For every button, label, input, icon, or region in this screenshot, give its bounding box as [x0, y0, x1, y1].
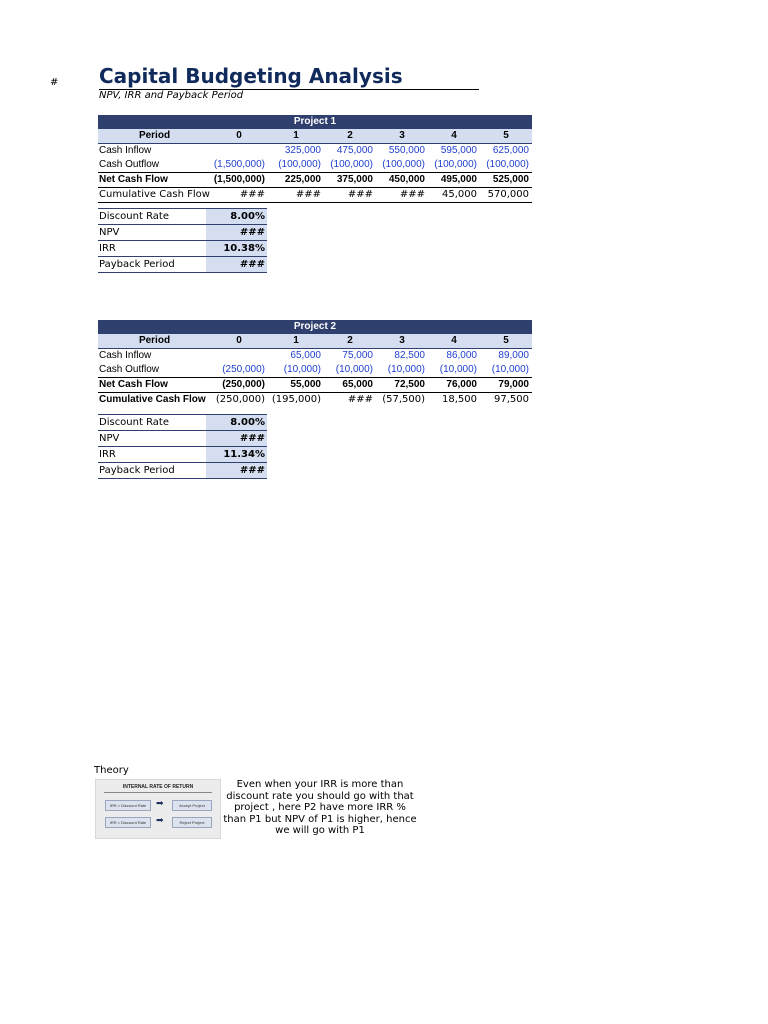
row-label: Cumulative Cash Flow — [99, 394, 206, 405]
metric-value[interactable]: 8.00% — [206, 415, 267, 430]
corner-mark: # — [50, 77, 59, 88]
period-3: 3 — [399, 130, 405, 141]
metric-label: IRR — [99, 449, 116, 460]
cell[interactable]: 325,000 — [284, 145, 321, 156]
row-label: Cumulative Cash Flow — [99, 189, 210, 200]
cell[interactable]: (250,000) — [222, 364, 265, 375]
cell[interactable]: 65,000 — [342, 379, 373, 390]
cell[interactable]: (1,500,000) — [213, 159, 265, 170]
period-5: 5 — [503, 130, 509, 141]
cell[interactable]: ### — [295, 189, 321, 200]
cell[interactable]: ### — [347, 189, 373, 200]
metric-value[interactable]: ### — [206, 257, 267, 272]
cell[interactable]: 450,000 — [388, 174, 425, 185]
cell[interactable]: 225,000 — [284, 174, 321, 185]
accept-project-box: Accept Project — [172, 800, 212, 811]
page-subtitle: NPV, IRR and Payback Period — [99, 90, 244, 101]
cell[interactable]: 595,000 — [440, 145, 477, 156]
cell[interactable]: 375,000 — [336, 174, 373, 185]
cell[interactable]: (10,000) — [439, 364, 477, 375]
period-3: 3 — [399, 335, 405, 346]
cell[interactable]: 55,000 — [290, 379, 321, 390]
period-2: 2 — [347, 335, 353, 346]
net-cash-flow-row — [98, 172, 532, 188]
cell[interactable]: (100,000) — [434, 159, 477, 170]
cell[interactable]: (1,500,000) — [213, 174, 265, 185]
metric-value[interactable]: 10.38% — [206, 241, 267, 256]
cash-inflow-row — [98, 144, 532, 158]
period-label: Period — [138, 130, 171, 141]
metric-label: NPV — [99, 433, 120, 444]
metric-value[interactable]: ### — [206, 463, 267, 478]
row-label: Cash Inflow — [99, 145, 152, 156]
cell[interactable]: 72,500 — [394, 379, 425, 390]
period-header-row — [98, 334, 532, 349]
cell[interactable]: (100,000) — [382, 159, 425, 170]
cell[interactable]: (195,000) — [271, 394, 321, 405]
cell[interactable]: ### — [399, 189, 425, 200]
cumulative-cash-flow-row — [98, 393, 532, 407]
arrow-right-icon: ➡ — [156, 816, 164, 826]
cell[interactable]: 550,000 — [388, 145, 425, 156]
cell[interactable]: (10,000) — [491, 364, 529, 375]
npv-row — [98, 225, 267, 241]
cash-outflow-row — [98, 363, 532, 377]
payback-period-row — [98, 257, 267, 273]
cell[interactable] — [210, 144, 268, 158]
cell[interactable]: 18,500 — [442, 394, 477, 405]
payback-period-row — [98, 463, 267, 479]
row-label: Cash Outflow — [99, 364, 160, 375]
metric-value[interactable]: 8.00% — [206, 209, 267, 224]
cash-outflow-row — [98, 158, 532, 172]
cell[interactable]: (250,000) — [222, 379, 265, 390]
theory-label: Theory — [94, 765, 129, 776]
metric-value[interactable]: ### — [206, 225, 267, 240]
cell[interactable]: 76,000 — [446, 379, 477, 390]
cell[interactable]: 495,000 — [440, 174, 477, 185]
period-4: 4 — [451, 130, 457, 141]
cell[interactable]: 525,000 — [492, 174, 529, 185]
cell[interactable]: 97,500 — [494, 394, 529, 405]
row-label: Net Cash Flow — [99, 174, 168, 185]
cell[interactable]: (100,000) — [486, 159, 529, 170]
row-label: Net Cash Flow — [99, 379, 168, 390]
cell[interactable]: 86,000 — [446, 350, 477, 361]
project-1-metrics — [98, 208, 267, 273]
metric-label: Payback Period — [99, 465, 175, 476]
row-label: Cash Outflow — [99, 159, 160, 170]
cell[interactable]: ### — [239, 189, 265, 200]
irr-less-box: IRR < Discount Rate — [105, 817, 151, 828]
cell[interactable]: 89,000 — [498, 350, 529, 361]
cell[interactable]: (100,000) — [330, 159, 373, 170]
theory-image-title: INTERNAL RATE OF RETURN — [122, 784, 194, 790]
cell[interactable]: (10,000) — [335, 364, 373, 375]
cell[interactable] — [210, 349, 268, 363]
cash-inflow-row — [98, 349, 532, 363]
cell[interactable]: 75,000 — [342, 350, 373, 361]
period-2: 2 — [347, 130, 353, 141]
project-2-table — [98, 320, 532, 407]
project-1-table — [98, 115, 532, 203]
reject-project-box: Reject Project — [172, 817, 212, 828]
cell[interactable]: (57,500) — [382, 394, 425, 405]
period-1: 1 — [293, 335, 299, 346]
irr-row — [98, 241, 267, 257]
metric-label: NPV — [99, 227, 120, 238]
cell[interactable]: (100,000) — [278, 159, 321, 170]
metric-label: Discount Rate — [99, 211, 170, 222]
npv-row — [98, 431, 267, 447]
cell[interactable]: (10,000) — [387, 364, 425, 375]
irr-greater-box: IRR > Discount Rate — [105, 800, 151, 811]
project-2-metrics — [98, 414, 267, 479]
period-header-row — [98, 129, 532, 144]
period-4: 4 — [451, 335, 457, 346]
page-title: Capital Budgeting Analysis — [99, 64, 479, 90]
period-0: 0 — [236, 130, 242, 141]
cumulative-cash-flow-row — [98, 188, 532, 203]
project-1-title: Project 1 — [98, 115, 532, 129]
discount-rate-row — [98, 414, 267, 431]
metric-label: Payback Period — [99, 259, 175, 270]
theory-image-divider — [104, 792, 212, 793]
row-label: Cash Inflow — [99, 350, 152, 361]
cell[interactable]: 570,000 — [487, 189, 529, 200]
arrow-right-icon: ➡ — [156, 799, 164, 809]
metric-label: IRR — [99, 243, 116, 254]
project-2-title: Project 2 — [98, 320, 532, 334]
metric-value[interactable]: 11.34% — [206, 447, 267, 462]
metric-value[interactable]: ### — [206, 431, 267, 446]
irr-row — [98, 447, 267, 463]
discount-rate-row — [98, 208, 267, 225]
period-0: 0 — [236, 335, 242, 346]
cell[interactable]: 45,000 — [442, 189, 477, 200]
period-1: 1 — [293, 130, 299, 141]
irr-theory-image — [95, 779, 221, 839]
net-cash-flow-row — [98, 377, 532, 393]
theory-note: Even when your IRR is more than discount rate you should go with that project , here P2 have more IRR % than P1 but NPV of P1 is higher, hence we will go with P1 — [223, 779, 417, 836]
cell[interactable]: 625,000 — [492, 145, 529, 156]
period-label: Period — [138, 335, 171, 346]
cell[interactable]: (250,000) — [215, 394, 265, 405]
cell[interactable]: (10,000) — [283, 364, 321, 375]
metric-label: Discount Rate — [99, 417, 170, 428]
cell[interactable]: 475,000 — [336, 145, 373, 156]
cell[interactable]: 82,500 — [394, 350, 425, 361]
period-5: 5 — [503, 335, 509, 346]
cell[interactable]: ### — [347, 394, 373, 405]
cell[interactable]: 65,000 — [290, 350, 321, 361]
cell[interactable]: 79,000 — [498, 379, 529, 390]
